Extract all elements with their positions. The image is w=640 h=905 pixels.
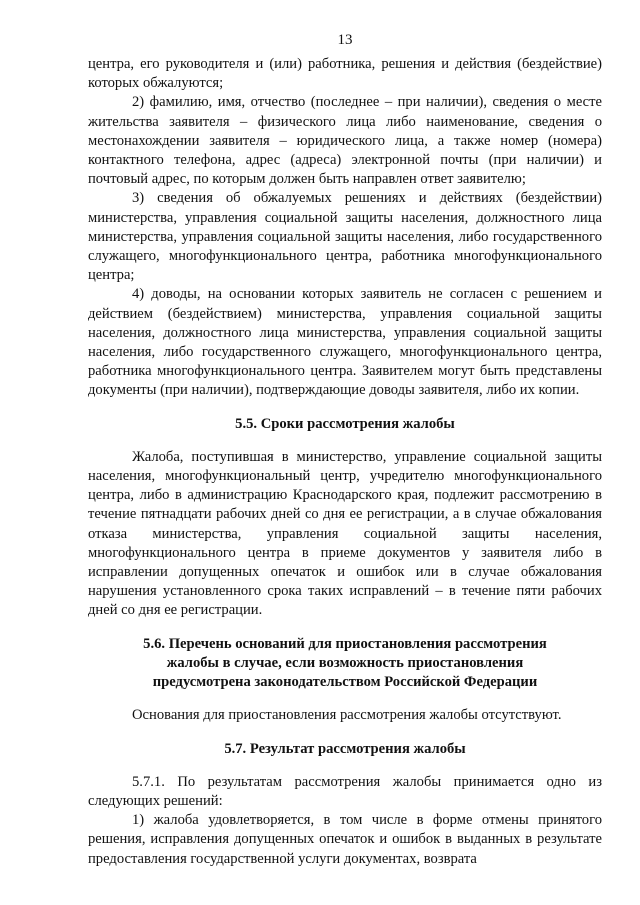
section-heading-5-6-line: жалобы в случае, если возможность приостановления — [166, 654, 524, 671]
section-heading-5-6-line: 5.6. Перечень оснований для приостановления рассмотрения — [143, 635, 547, 652]
section-heading-5-5: 5.5. Сроки рассмотрения жалобы — [235, 415, 455, 432]
list-item-3: 3) сведения об обжалуемых решениях и действиях (бездействии) министерства, управления социальной защиты населения, должностного лица министерства, управления социальной защиты населения, либо государственного служащего, многофункционального центра, работника многофункционального центра; — [88, 190, 602, 284]
section-5-7-decision-1: 1) жалоба удовлетворяется, в том числе в форме отмены принятого решения, исправления допущенных опечаток и ошибок в выданных в результате предоставления государственной услуги документах, возврата — [88, 812, 602, 867]
list-item-4: 4) доводы, на основании которых заявитель не согласен с решением и действием (бездействием) министерства, управления социальной защиты населения, должностного лица министерства, управления социальной защиты населения, либо государственного служащего, многофункционального центра, работника многофункционального центра. Заявителем могут быть представлены документы (при наличии), подтверждающие доводы заявителя, либо их копии. — [88, 286, 602, 399]
section-5-7-1-text: 5.7.1. По результатам рассмотрения жалобы принимается одно из следующих решений: — [88, 773, 602, 809]
page-number: 13 — [337, 32, 353, 48]
section-heading-5-7: 5.7. Результат рассмотрения жалобы — [224, 740, 466, 757]
section-5-5-text: Жалоба, поступившая в министерство, управление социальной защиты населения, многофункциональный центр, учредителю многофункционального центра, либо в администрацию Краснодарского края, подлежит рассмотрению в течение пятнадцати рабочих дней со дня ее регистрации, а в случае обжалования отказа министерства, управления социальной защиты населения, многофункционального центра в приеме документов у заявителя либо в исправлении допущенных опечаток и ошибок или в случае обжалования нарушения установленного срока таких исправлений – в течение пяти рабочих дней со дня ее регистрации. — [88, 448, 602, 619]
list-item-2: 2) фамилию, имя, отчество (последнее – при наличии), сведения о месте жительства заявителя – физического лица либо наименование, сведения о местонахождении заявителя – юридического лица, а также номер (номера) контактного телефона, адрес (адреса) электронной почты (при наличии) и почтовый адрес, по которым должен быть направлен ответ заявителю; — [88, 94, 602, 188]
section-heading-5-6-line: предусмотрена законодательством Российской Федерации — [152, 674, 538, 691]
section-heading-5-6 — [88, 635, 602, 693]
section-5-6-text: Основания для приостановления рассмотрения жалобы отсутствуют. — [132, 707, 562, 724]
paragraph-continuation: центра, его руководителя и (или) работника, решения и действия (бездействие) которых обжалуются; — [88, 56, 602, 92]
